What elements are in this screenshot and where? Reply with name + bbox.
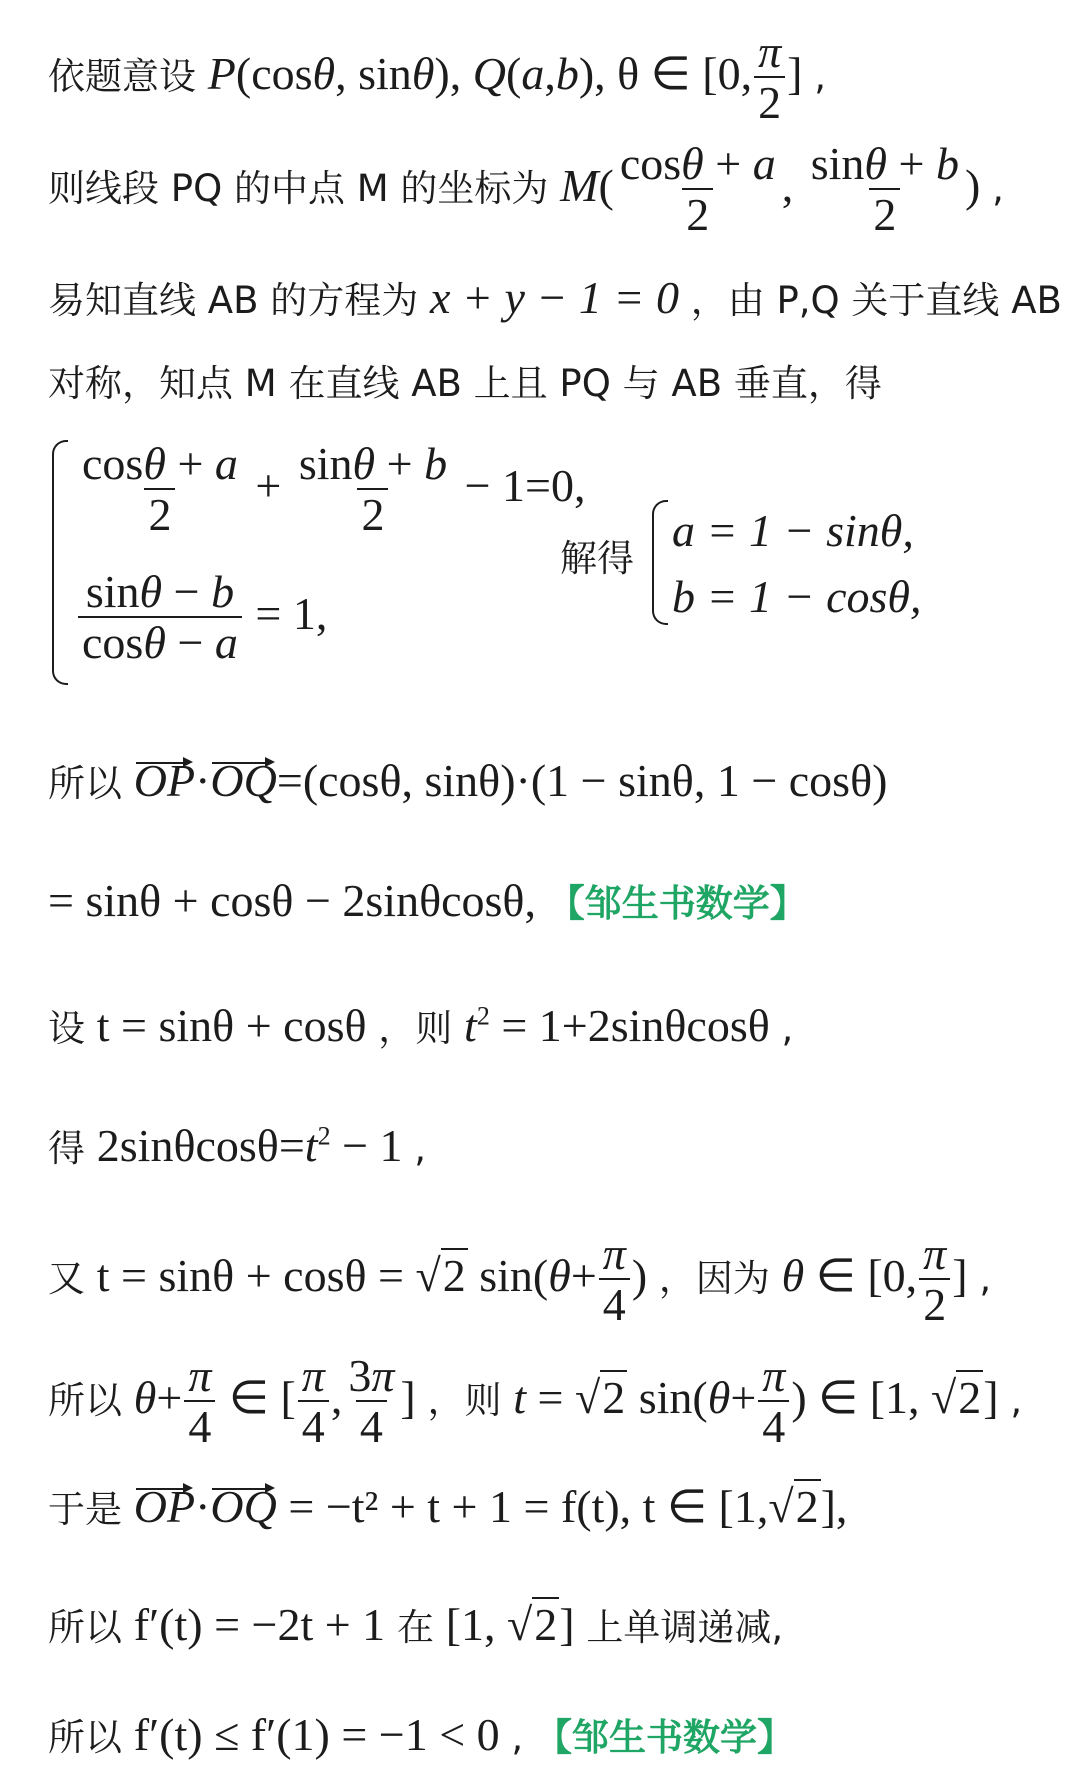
line-1: 依题意设 P(cosθ, sinθ), Q(a,b), θ ∈ [0, $\frac{\pi}{2}$ ] , [48,26,826,129]
line-10: 得 $2\sin\theta\cos\theta=t^2 - 1$ , [48,1120,427,1171]
shifted-range: θ+ $\frac{\pi}{4}$ ∈ [ $\frac{\pi}{4}$ , $\frac{3\pi}{4}$ ] [133,1350,416,1453]
t-range: t = √2 sin(θ+ $\frac{\pi}{4}$ ) ∈ [1, √2] [513,1350,999,1453]
t-sqrt-expr: t = sinθ + cosθ = √2 sin(θ+ $\frac{\pi}{4}$ ) [96,1228,648,1331]
derivative-interval: [1, √2] [445,1599,575,1650]
derivative-expr: f′(t) = −2t + 1 [133,1599,386,1650]
line-14: 所以 f′(t) = −2t + 1 在 [1, √2] 上单调递减, [48,1599,784,1650]
line-4: 对称，知点 M 在直线 AB 上且 PQ 与 AB 垂直，得 [48,362,882,405]
line-13: 于是 OP·OQ = −t² + t + 1 = f(t), t ∈ [1,√2], [48,1481,848,1532]
dot-product-result: = sinθ + cosθ − 2sinθcosθ, [48,875,536,926]
line-9: 设 t = sinθ + cosθ ，则 $t^2 = 1+2\sin\theta\cos\theta$ , [48,1000,794,1051]
line-2: 则线段 PQ 的中点 M 的坐标为 M( $\frac{\cos\theta + a}{2}$ , $\frac{\sin\theta + b}{2}$ ) , [48,138,1004,241]
t-definition: t = sinθ + cosθ [96,1000,367,1051]
line-11: 又 t = sinθ + cosθ = √2 sin(θ+ $\frac{\pi}{4}$ ) ，因为 θ ∈ [0, $\frac{\pi}{2}$ ] , [48,1228,992,1331]
equation-system [52,438,586,685]
solve-label: 解得 [560,537,634,580]
solution-b: b = 1 − cosθ, [672,571,922,622]
watermark-tag: 【邹生书数学】 [534,1716,794,1759]
solution-system [652,500,922,625]
f-t-expr: OP·OQ = −t² + t + 1 = f(t), t ∈ [1,√2], [133,1481,848,1532]
t-squared-expr: $t^2 = 1+2\sin\theta\cos\theta$ [464,1000,770,1051]
system-eq-2: $\frac{\sin\theta - b}{\cos\theta - a}$ = 1, [76,568,327,669]
double-product-expr: $2\sin\theta\cos\theta=t^2 - 1$ [96,1120,403,1171]
line-12: 所以 θ+ $\frac{\pi}{4}$ ∈ [ $\frac{\pi}{4}$ , $\frac{3\pi}{4}$ ] ，则 t = √2 sin(θ+ $\frac{\pi}{4}$ ) ∈ [1, √2] , [48,1350,1023,1453]
dot-product-expr: OP·OQ=(cosθ, sinθ)·(1 − sinθ, 1 − cosθ) [133,755,888,806]
system-eq-1: $\frac{\cos\theta + a}{2}$ + $\frac{\sin\theta + b}{2}$ − 1=0, [82,438,586,541]
math-1: P(cosθ, sinθ), Q(a,b), θ ∈ [0, $\frac{\pi}{2}$ ] [207,26,803,129]
line-3: 易知直线 AB 的方程为 x + y − 1 = 0 ，由 P,Q 关于直线 AB [48,272,1062,323]
midpoint-expr: M( $\frac{\cos\theta + a}{2}$ , $\frac{\sin\theta + b}{2}$ ) [560,138,981,241]
watermark-tag: 【邹生书数学】 [547,882,807,925]
left-brace-icon [52,440,68,685]
line-15: 所以 f′(t) ≤ f′(1) = −1 < 0 , 【邹生书数学】 [48,1709,794,1760]
line-8 [48,875,807,926]
theta-range: θ ∈ [0, $\frac{\pi}{2}$ ] [781,1228,968,1331]
line-ab-equation: x + y − 1 = 0 [429,272,679,323]
line-7: 所以 OP·OQ=(cosθ, sinθ)·(1 − sinθ, 1 − cosθ) [48,755,888,806]
right-brace-icon [652,500,668,625]
derivative-bound: f′(t) ≤ f′(1) = −1 < 0 [133,1709,500,1760]
solution-a: a = 1 − sinθ, [672,505,914,556]
